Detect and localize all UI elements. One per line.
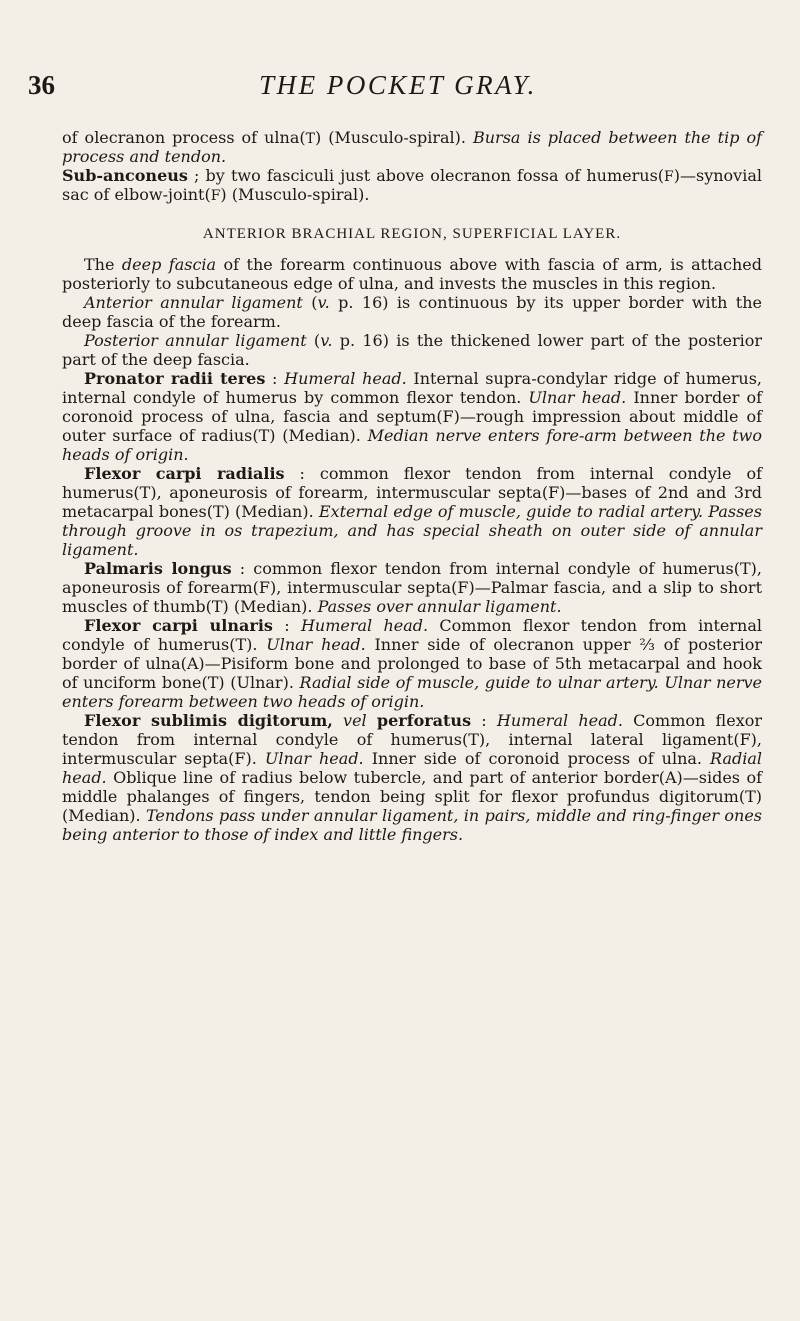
palmaris-paragraph: Palmaris longus : common flexor tendon from internal condyle of humerus(T), aponeurosis of forearm(F), intermuscular septa(F)—Palmar fascia, and a slip to short muscles of thumb(T) (Median). Passes over annular ligament. [62,559,763,616]
fds-paragraph: Flexor sublimis digitorum, vel perforatus : Humeral head. Common flexor tendon from internal condyle of humerus(T), internal lateral ligament(F), intermuscular septa(F). Ulnar head. Inner side of coronoid process of ulna. Radial head. Oblique line of radius below tubercle, and part of anterior border(A)—sides of middle phalanges of fingers, tendon being split for flexor profundus digitorum(T) (Median). Tendons pass under annular ligament, in pairs, middle and ring-finger ones being anterior to those of index and little fingers. [62,711,763,844]
page-number: 36 [28,70,55,100]
muscle-name: Flexor carpi ulnaris [84,616,273,635]
fcu-paragraph: Flexor carpi ulnaris : Humeral head. Common flexor tendon from internal condyle of humerus(T). Ulnar head. Inner side of olecranon upper ⅔ of posterior border of ulna(A)—Pisiform bone and prolonged to base of 5th metacarpal and hook of unciform bone(T) (Ulnar). Radial side of muscle, guide to ulnar artery. Ulnar nerve enters forearm between two heads of origin. [62,616,763,711]
muscle-name: Flexor carpi radialis [84,464,285,483]
muscle-name: Pronator radii teres [84,369,266,388]
fcr-paragraph: Flexor carpi radialis : common flexor tendon from internal condyle of humerus(T), aponeurosis of forearm, intermuscular septa(F)—bases of 2nd and 3rd metacarpal bones(T) (Median). External edge of muscle, guide to radial artery. Passes through groove in os trapezium, and has special sheath on outer side of annular ligament. [62,464,763,559]
muscle-name: Palmaris longus [84,559,232,578]
deep-fascia-paragraph: The deep fascia of the forearm continuous above with fascia of arm, is attached posteriorly to subcutaneous edge of ulna, and invests the muscles in this region. [62,255,763,293]
bursa-note: Bursa is placed between the tip of process and tendon. [62,128,762,166]
posterior-annular-paragraph: Posterior annular ligament (v. p. 16) is the thickened lower part of the posterior part of the deep fascia. [62,331,763,369]
page-body [62,128,762,844]
muscle-name: Flexor sublimis digitorum, [84,711,333,730]
sub-anconeus-paragraph: Sub-anconeus ; by two fasciculi just above olecranon fossa of humerus(F)—synovial sac of elbow-joint(F) (Musculo-spiral). [62,166,762,204]
page-header [28,70,768,106]
muscle-name: Sub-anconeus [62,166,188,185]
running-title: THE POCKET GRAY. [259,70,537,100]
pronator-paragraph: Pronator radii teres : Humeral head. Internal supra-condylar ridge of humerus, internal condyle of humerus by common flexor tendon. Ulnar head. Inner border of coronoid process of ulna, fascia and septum(F)—rough impression about middle of outer surface of radius(T) (Median). Median nerve enters fore-arm between the two heads of origin. [62,369,763,464]
intro-paragraph: of olecranon process of ulna(T) (Musculo-spiral). Bursa is placed between the tip of process and tendon. [62,128,762,166]
section-heading: ANTERIOR BRACHIAL REGION, SUPERFICIAL LAYER. [202,226,622,242]
anterior-annular-paragraph: Anterior annular ligament (v. p. 16) is continuous by its upper border with the deep fascia of the forearm. [62,293,763,331]
